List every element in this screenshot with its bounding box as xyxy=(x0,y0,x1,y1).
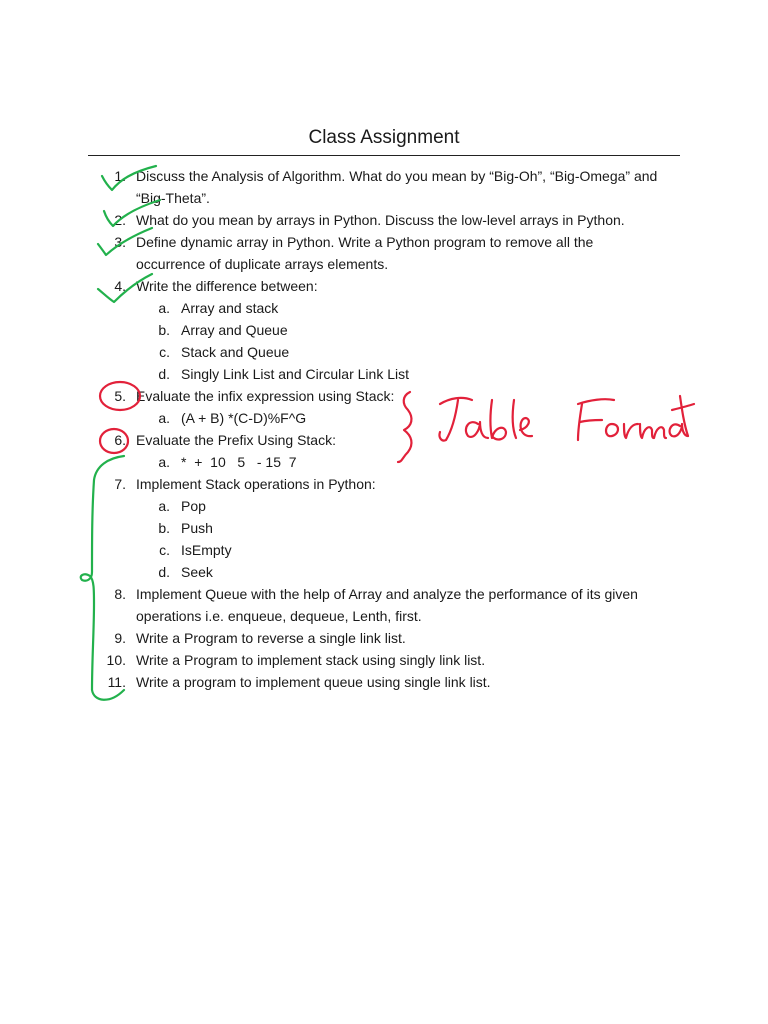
list-item-continuation xyxy=(0,253,768,275)
sub-item-letter: a. xyxy=(158,410,170,426)
list-item xyxy=(0,627,768,649)
item-text: Write a Program to reverse a single link list. xyxy=(136,630,406,646)
list-item xyxy=(0,275,768,297)
title-divider xyxy=(88,155,680,156)
list-item xyxy=(0,209,768,231)
list-item xyxy=(0,165,768,187)
sub-item-letter: d. xyxy=(158,366,170,382)
item-number: 8. xyxy=(114,586,126,602)
sub-item-text: Array and Queue xyxy=(181,322,288,338)
list-item-continuation xyxy=(0,187,768,209)
list-item xyxy=(0,473,768,495)
page-title: Class Assignment xyxy=(308,127,460,148)
item-text: Discuss the Analysis of Algorithm. What do you mean by “Big-Oh”, “Big-Omega” and xyxy=(136,168,658,184)
item-number: 1. xyxy=(114,168,126,184)
sub-item-letter: a. xyxy=(158,300,170,316)
sub-item xyxy=(0,561,768,583)
sub-item-text: Push xyxy=(181,520,213,536)
sub-item-letter: b. xyxy=(158,322,170,338)
item-number: 3. xyxy=(114,234,126,250)
sub-item-text: IsEmpty xyxy=(181,542,232,558)
list-item xyxy=(0,583,768,605)
list-item xyxy=(0,231,768,253)
sub-item xyxy=(0,407,768,429)
sub-item xyxy=(0,517,768,539)
item-number: 11. xyxy=(107,674,126,690)
sub-item-text: (A + B) *(C-D)%F^G xyxy=(181,410,307,426)
list-item xyxy=(0,385,768,407)
sub-item-letter: c. xyxy=(159,542,170,558)
sub-item-text: Pop xyxy=(181,498,206,514)
list-item-continuation xyxy=(0,605,768,627)
item-text: Write a Program to implement stack using singly link list. xyxy=(136,652,486,668)
sub-item xyxy=(0,363,768,385)
item-text: Write the difference between: xyxy=(136,278,318,294)
item-text: Evaluate the infix expression using Stack: xyxy=(136,388,395,404)
list-item xyxy=(0,671,768,693)
sub-item xyxy=(0,539,768,561)
sub-item xyxy=(0,451,768,473)
item-number: 9. xyxy=(114,630,126,646)
sub-item-text: Seek xyxy=(181,564,213,580)
sub-item xyxy=(0,341,768,363)
item-text: Define dynamic array in Python. Write a Python program to remove all the xyxy=(136,234,594,250)
sub-item-letter: d. xyxy=(158,564,170,580)
item-text: Write a program to implement queue using single link list. xyxy=(136,674,491,690)
item-number: 4. xyxy=(114,278,126,294)
sub-item-letter: c. xyxy=(159,344,170,360)
item-text: Implement Queue with the help of Array and analyze the performance of its given xyxy=(136,586,638,602)
list-item xyxy=(0,429,768,451)
sub-item xyxy=(0,297,768,319)
sub-item-text: Array and stack xyxy=(181,300,279,316)
item-number: 6. xyxy=(114,432,126,448)
item-text: operations i.e. enqueue, dequeue, Lenth, first. xyxy=(136,608,422,624)
list-item xyxy=(0,649,768,671)
sub-item-letter: a. xyxy=(158,498,170,514)
sub-item xyxy=(0,319,768,341)
sub-item-text: Singly Link List and Circular Link List xyxy=(181,366,409,382)
sub-item-letter: b. xyxy=(158,520,170,536)
item-number: 2. xyxy=(114,212,126,228)
item-number: 7. xyxy=(114,476,126,492)
sub-item-text: * + 10 5 - 15 7 xyxy=(181,454,297,470)
item-text: occurrence of duplicate arrays elements. xyxy=(136,256,389,272)
item-text: What do you mean by arrays in Python. Discuss the low-level arrays in Python. xyxy=(136,212,625,228)
item-text: “Big-Theta”. xyxy=(136,190,210,206)
item-text: Evaluate the Prefix Using Stack: xyxy=(136,432,336,448)
sub-item xyxy=(0,495,768,517)
item-number: 10. xyxy=(106,652,126,668)
sub-item-letter: a. xyxy=(158,454,170,470)
sub-item-text: Stack and Queue xyxy=(181,344,290,360)
item-number: 5. xyxy=(114,388,126,404)
item-text: Implement Stack operations in Python: xyxy=(136,476,376,492)
